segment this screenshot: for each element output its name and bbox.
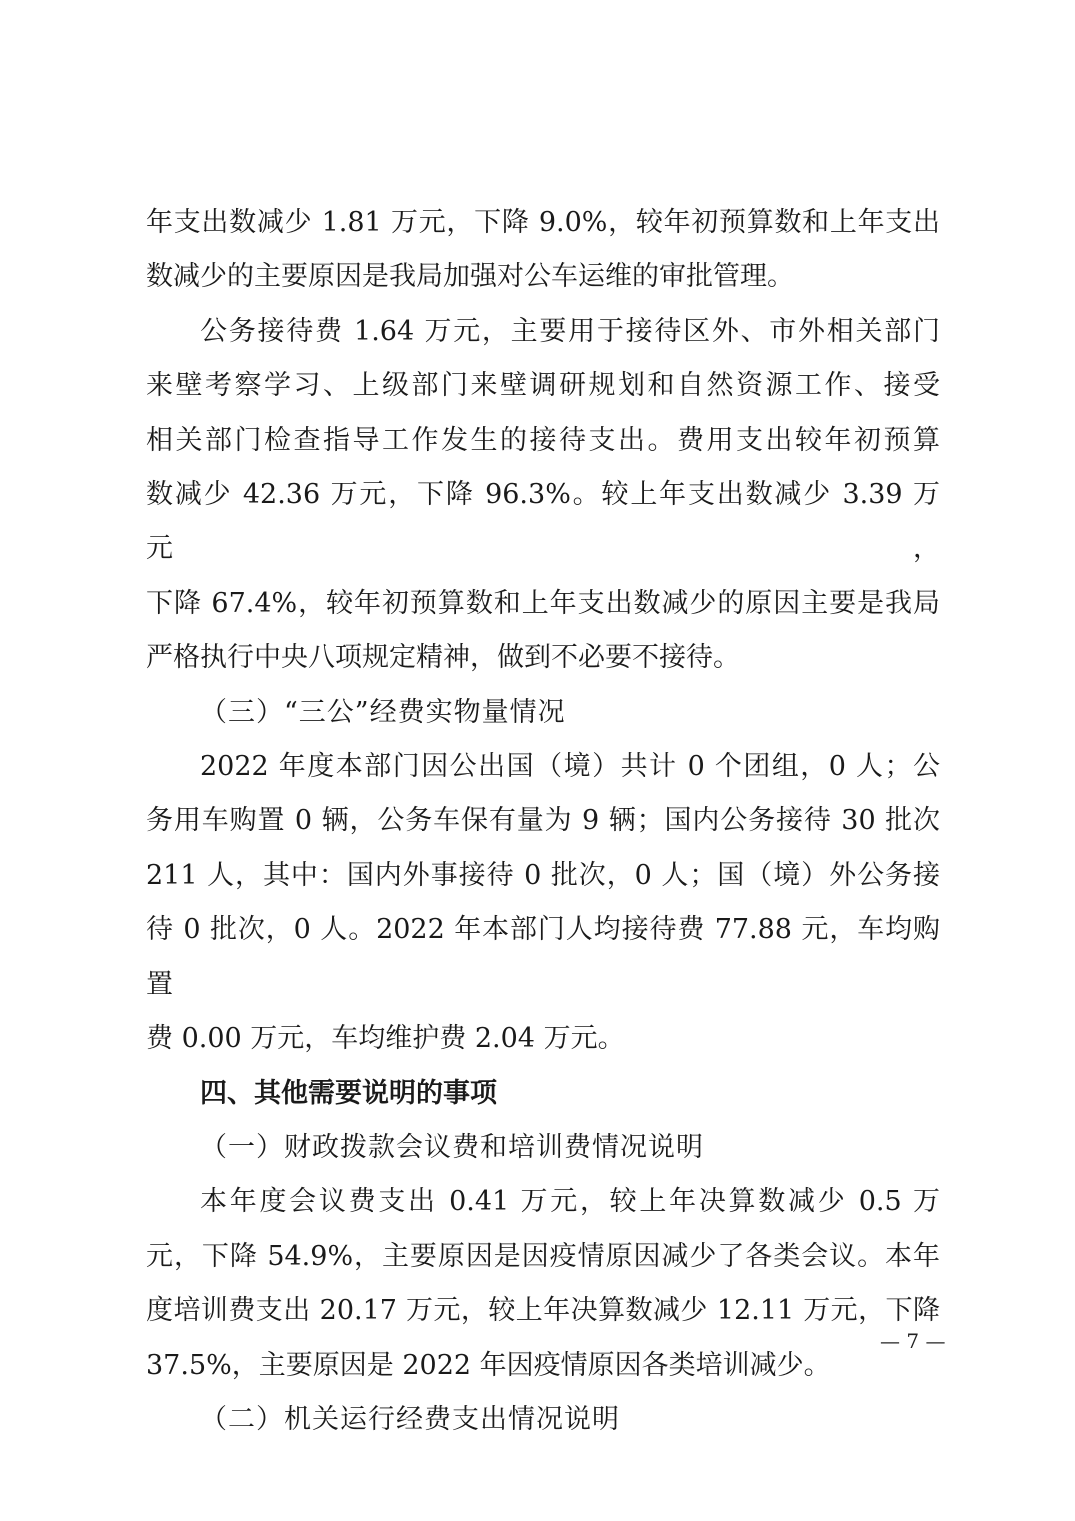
text-line: 211 人，其中：国内外事接待 0 批次，0 人；国（境）外公务接 <box>146 859 940 891</box>
section-heading-other-matters: 四、其他需要说明的事项 <box>200 1077 497 1109</box>
text-line: 来壁考察学习、上级部门来壁调研规划和自然资源工作、接受 <box>146 370 940 402</box>
text-line: 待 0 批次，0 人。2022 年本部门人均接待费 77.88 元，车均购置 <box>146 914 940 1000</box>
text-line: 年支出数减少 1.81 万元，下降 9.0%，较年初预算数和上年支出 <box>146 207 940 238</box>
document-body <box>146 196 940 1447</box>
subsection-heading-agency-operation: （二）机关运行经费支出情况说明 <box>200 1403 620 1435</box>
paragraph-three-public-quantity <box>146 740 940 1066</box>
page-number: — 7 — <box>880 1329 946 1353</box>
text-line: 公务接待费 1.64 万元，主要用于接待区外、市外相关部门 <box>200 315 940 347</box>
text-line: 相关部门检查指导工作发生的接待支出。费用支出较年初预算 <box>146 424 940 456</box>
text-line: 37.5%，主要原因是 2022 年因疫情原因各类培训减少。 <box>146 1349 831 1381</box>
text-line: 2022 年度本部门因公出国（境）共计 0 个团组，0 人；公 <box>200 751 940 783</box>
text-line: 严格执行中央八项规定精神，做到不必要不接待。 <box>146 642 740 674</box>
text-line: 数减少的主要原因是我局加强对公车运维的审批管理。 <box>146 261 794 293</box>
text-line: 本年度会议费支出 0.41 万元，较上年决算数减少 0.5 万 <box>200 1186 940 1218</box>
text-line: 下降 67.4%，较年初预算数和上年支出数减少的原因主要是我局 <box>146 587 940 619</box>
text-line: 务用车购置 0 辆，公务车保有量为 9 辆；国内公务接待 30 批次 <box>146 805 940 837</box>
section-heading-three-public-quantity: （三）“三公”经费实物量情况 <box>200 696 566 728</box>
paragraph-meeting-training <box>146 1175 940 1393</box>
subsection-heading-meeting-training: （一）财政拨款会议费和培训费情况说明 <box>200 1131 704 1163</box>
text-line: 元，下降 54.9%，主要原因是因疫情原因减少了各类会议。本年 <box>146 1240 940 1272</box>
paragraph-reception-expense <box>146 305 940 686</box>
text-line: 数减少 42.36 万元，下降 96.3%。较上年支出数减少 3.39 万元， <box>146 479 940 565</box>
text-line: 度培训费支出 20.17 万元，较上年决算数减少 12.11 万元，下降 <box>146 1295 940 1327</box>
text-line: 费 0.00 万元，车均维护费 2.04 万元。 <box>146 1023 625 1055</box>
paragraph-vehicle-expense-continued <box>146 196 940 305</box>
